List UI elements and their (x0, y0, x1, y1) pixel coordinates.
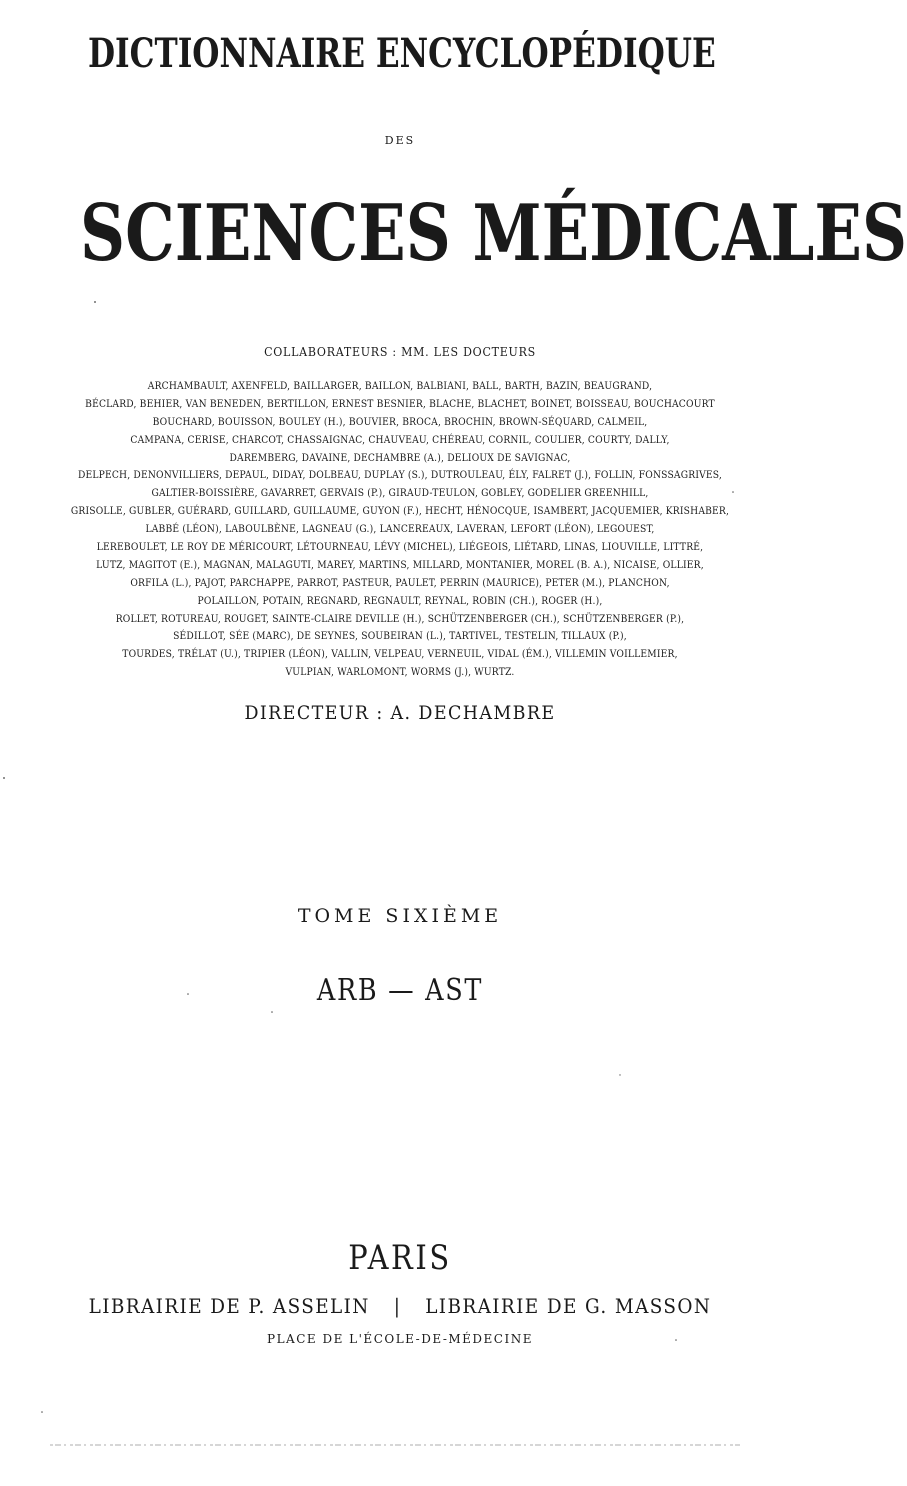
imprint-city: PARIS (348, 1238, 452, 1278)
publisher-separator: | (393, 1294, 402, 1318)
collaborators-line: LEREBOULET, LE ROY DE MÉRICOURT, LÉTOURNEAU, LÉVY (MICHEL), LIÉGEOIS, LIÉTARD, LINAS, LIOUVILLE, LITTRÉ, (96, 542, 704, 554)
bleed-through-trace (50, 1442, 740, 1448)
collaborators-line: GRISOLLE, GUBLER, GUÉRARD, GUILLARD, GUILLAUME, GUYON (F.), HECHT, HÉNOCQUE, ISAMBERT, JACQUEMIER, KRISHABER, (70, 506, 730, 518)
collaborators-line: ARCHAMBAULT, AXENFELD, BAILLARGER, BAILLON, BALBIANI, BALL, BARTH, BAZIN, BEAUGRAND, (147, 381, 653, 392)
des-connector: DES (384, 134, 416, 147)
collaborators-line: LABBÉ (LÉON), LABOULBÈNE, LAGNEAU (G.), LANCEREAUX, LAVERAN, LEFORT (LÉON), LEGOUEST, (145, 524, 655, 536)
collaborators-line: BÉCLARD, BEHIER, VAN BENEDEN, BERTILLON, ERNEST BESNIER, BLACHE, BLACHET, BOINET, BOISSEAU, BOUCHACOURT (85, 398, 715, 410)
collaborators-line: TOURDES, TRÉLAT (U.), TRIPIER (LÉON), VALLIN, VELPEAU, VERNEUIL, VIDAL (ÉM.), VILLEMIN VOILLEMIER, (122, 649, 678, 661)
volume-range: ARB — AST (316, 973, 484, 1008)
collaborators-line: VULPIAN, WARLOMONT, WORMS (J.), WURTZ. (285, 667, 515, 679)
collaborators-line: SÉDILLOT, SÉE (MARC), DE SEYNES, SOUBEIRAN (L.), TARTIVEL, TESTELIN, TILLAUX (P.), (173, 631, 627, 643)
publisher-masson: LIBRAIRIE DE G. MASSON (425, 1294, 712, 1318)
collaborators-line: DAREMBERG, DAVAINE, DECHAMBRE (A.), DELIOUX DE SAVIGNAC, (229, 452, 571, 464)
collaborators-line: DELPECH, DENONVILLIERS, DEPAUL, DIDAY, DOLBEAU, DUPLAY (S.), DUTROULEAU, ÉLY, FALRET (J.), FOLLIN, FONSSAGRIVES, (77, 470, 723, 482)
collaborators-heading: COLLABORATEURS : MM. LES DOCTEURS (264, 345, 536, 359)
collaborators-line: ROLLET, ROTUREAU, ROUGET, SAINTE-CLAIRE DEVILLE (H.), SCHÜTZENBERGER (CH.), SCHÜTZENBERGER (P.), (115, 613, 685, 625)
volume-number: TOME SIXIÈME (297, 905, 503, 927)
collaborators-line: ORFILA (L.), PAJOT, PARCHAPPE, PARROT, PASTEUR, PAULET, PERRIN (MAURICE), PETER (M.), PLANCHON, (130, 577, 670, 589)
director-line: DIRECTEUR : A. DECHAMBRE (244, 702, 556, 724)
collaborators-line: BOUCHARD, BOUISSON, BOULEY (H.), BOUVIER, BROCA, BROCHIN, BROWN-SÉQUARD, CALMEIL, (152, 416, 648, 428)
collaborators-line: GALTIER-BOISSIÈRE, GAVARRET, GERVAIS (P.), GIRAUD-TEULON, GOBLEY, GODELIER GREENHILL, (151, 488, 649, 500)
main-title: SCIENCES MÉDICALES (80, 188, 907, 279)
collaborators-line: LUTZ, MAGITOT (E.), MAGNAN, MALAGUTI, MAREY, MARTINS, MILLARD, MONTANIER, MOREL (B. A.), NICAISE, OLLIER, (96, 559, 704, 571)
collaborators-line: POLAILLON, POTAIN, REGNARD, REGNAULT, REYNAL, ROBIN (CH.), ROGER (H.), (197, 595, 603, 607)
publisher-asselin: LIBRAIRIE DE P. ASSELIN (88, 1294, 370, 1318)
dictionary-title: DICTIONNAIRE ENCYCLOPÉDIQUE (88, 30, 716, 77)
imprint-address: PLACE DE L'ÉCOLE-DE-MÉDECINE (267, 1332, 533, 1346)
collaborators-line: CAMPANA, CERISE, CHARCOT, CHASSAIGNAC, CHAUVEAU, CHÉREAU, CORNIL, COULIER, COURTY, DALLY, (130, 434, 670, 446)
